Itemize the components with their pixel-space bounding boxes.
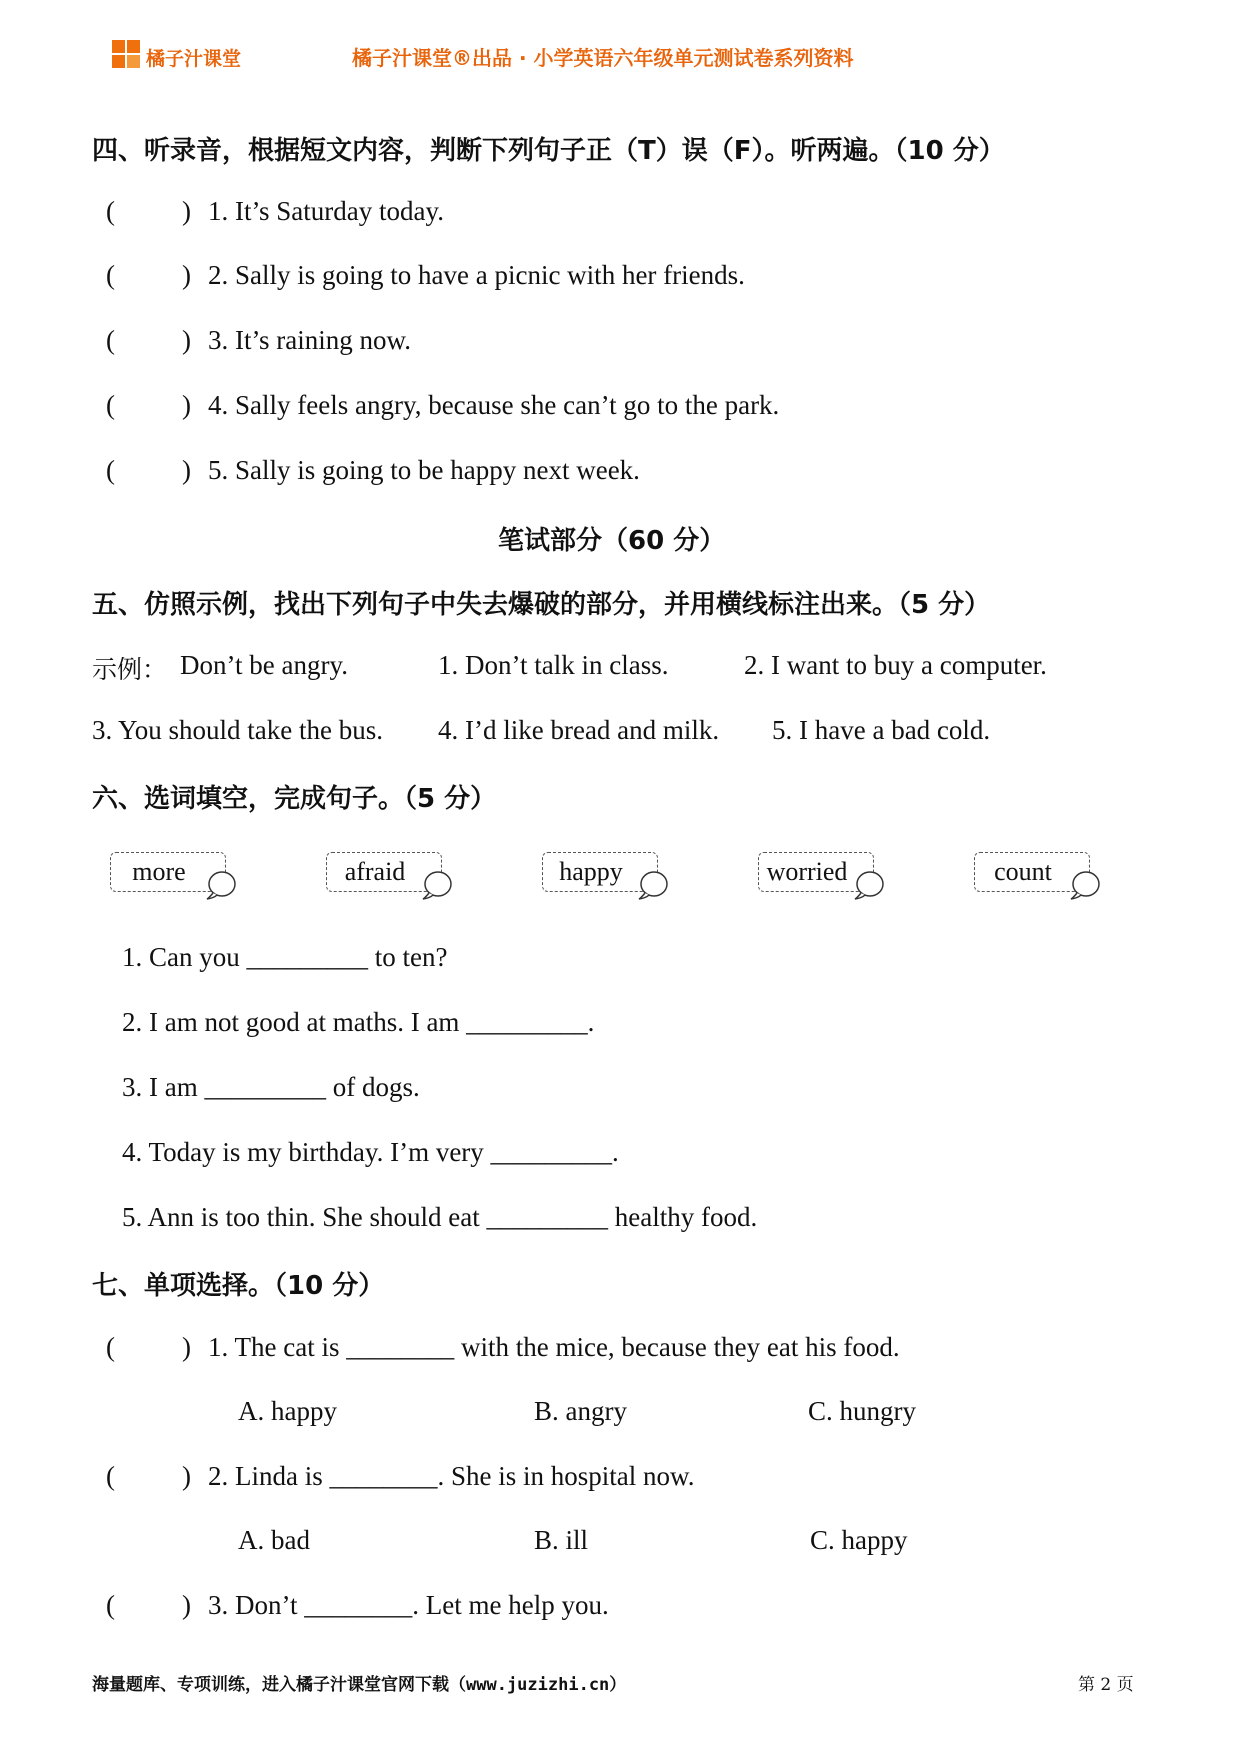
speech-bubble-icon [421,867,455,901]
answer-paren-open: ( [106,1332,115,1362]
answer-paren-close: ) [182,196,191,226]
page-number: 第 2 页 [1078,1675,1134,1695]
fill-blank-item: 5. Ann is too thin. She should eat _________ healthy food. [122,1202,758,1232]
answer-paren-open: ( [106,325,115,355]
speech-bubble-icon [637,867,671,901]
speech-bubble-icon [205,867,239,901]
word-bank-word: count [994,857,1052,886]
word-bank-word: worried [766,857,848,886]
section-7-heading: 七、单项选择。（10 分） [92,1271,385,1301]
mc-option-c: C. happy [810,1525,908,1555]
brand-logo-icon [112,40,142,70]
plosive-item: 1. Don’t talk in class. [438,650,669,680]
tf-item: 2. Sally is going to have a picnic with her friends. [208,260,745,290]
word-bank-item [110,852,226,892]
tf-item: 1. It’s Saturday today. [208,196,444,226]
mc-option-b: B. angry [534,1396,627,1426]
speech-bubble-icon [1069,867,1103,901]
header-title: 橘子汁课堂®出品 · 小学英语六年级单元测试卷系列资料 [352,46,854,70]
mc-question: 3. Don’t ________. Let me help you. [208,1590,609,1620]
footer-note: 海量题库、专项训练，进入橘子汁课堂官网下载（www.juzizhi.cn） [92,1675,627,1695]
section-5-heading: 五、仿照示例，找出下列句子中失去爆破的部分，并用横线标注出来。（5 分） [92,590,991,620]
fill-blank-item: 1. Can you _________ to ten? [122,942,448,972]
example-sentence: Don’t be angry. [180,650,348,680]
word-bank-word: afraid [344,857,406,886]
word-bank-item [542,852,658,892]
plosive-item: 4. I’d like bread and milk. [438,715,720,745]
mc-option-c: C. hungry [808,1396,916,1426]
word-bank-word: happy [559,857,623,886]
answer-paren-close: ) [182,455,191,485]
mc-question: 1. The cat is ________ with the mice, because they eat his food. [208,1332,900,1362]
word-bank-word: more [132,857,186,886]
mc-option-a: A. bad [238,1525,310,1555]
tf-item: 3. It’s raining now. [208,325,411,355]
fill-blank-item: 2. I am not good at maths. I am _________. [122,1007,595,1037]
written-part-title: 笔试部分（60 分） [498,526,726,556]
answer-paren-open: ( [106,455,115,485]
mc-option-b: B. ill [534,1525,589,1555]
section-4-heading: 四、听录音，根据短文内容，判断下列句子正（T）误（F）。听两遍。（10 分） [92,136,1005,166]
answer-paren-close: ) [182,1332,191,1362]
answer-paren-close: ) [182,1590,191,1620]
answer-paren-open: ( [106,196,115,226]
plosive-item: 2. I want to buy a computer. [744,650,1047,680]
answer-paren-close: ) [182,325,191,355]
header-brand: 橘子汁课堂 [146,48,242,70]
answer-paren-close: ) [182,260,191,290]
word-bank-item [974,852,1090,892]
section-6-heading: 六、选词填空，完成句子。（5 分） [92,784,497,814]
word-bank-item [758,852,874,892]
fill-blank-item: 3. I am _________ of dogs. [122,1072,420,1102]
example-label: 示例： [92,655,168,684]
plosive-item: 3. You should take the bus. [92,715,384,745]
answer-paren-open: ( [106,260,115,290]
tf-item: 4. Sally feels angry, because she can’t go to the park. [208,390,780,420]
mc-question: 2. Linda is ________. She is in hospital now. [208,1461,695,1491]
answer-paren-close: ) [182,390,191,420]
answer-paren-open: ( [106,390,115,420]
answer-paren-open: ( [106,1590,115,1620]
plosive-item: 5. I have a bad cold. [772,715,991,745]
answer-paren-close: ) [182,1461,191,1491]
tf-item: 5. Sally is going to be happy next week. [208,455,640,485]
speech-bubble-icon [853,867,887,901]
word-bank-item [326,852,442,892]
mc-option-a: A. happy [238,1396,337,1426]
answer-paren-open: ( [106,1461,115,1491]
fill-blank-item: 4. Today is my birthday. I’m very _________. [122,1137,619,1167]
